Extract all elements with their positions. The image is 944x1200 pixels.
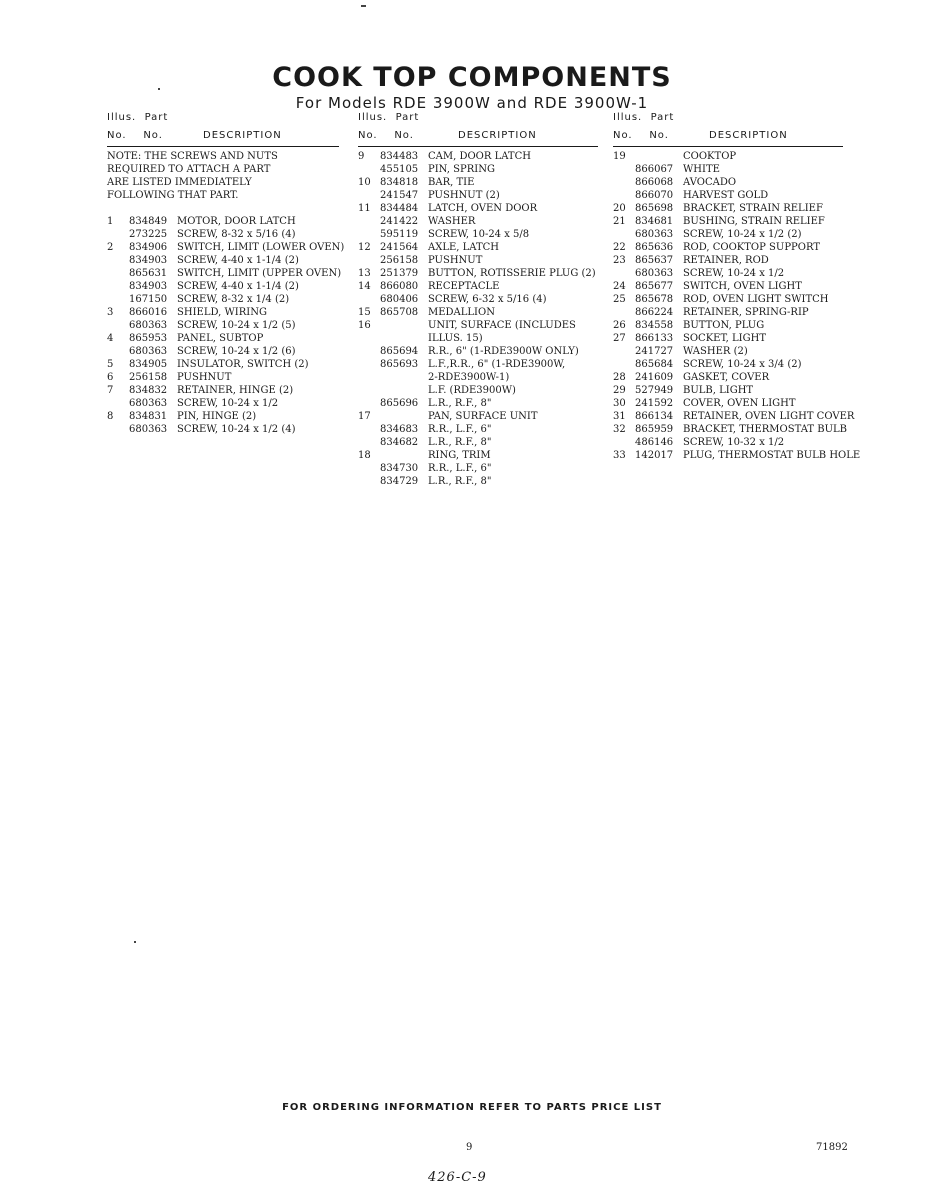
part-description: PIN, SPRING xyxy=(428,164,495,175)
note: NOTE: THE SCREWS AND NUTS REQUIRED TO ATTACH A PART ARE LISTED IMMEDIATELY FOLLOWING THAT PART. xyxy=(107,151,278,201)
column-header xyxy=(107,112,339,146)
column-header xyxy=(358,112,598,146)
illus-number: 29 xyxy=(613,385,626,396)
illus-number: 27 xyxy=(613,333,626,344)
part-number: 834831 xyxy=(129,411,168,422)
illus-number: 15 xyxy=(358,307,371,318)
illus-number: 24 xyxy=(613,281,626,292)
part-number: 834849 xyxy=(129,216,168,227)
part-number: 866080 xyxy=(380,281,419,292)
part-description: PLUG, THERMOSTAT BULB HOLE xyxy=(683,450,861,461)
part-number: 865696 xyxy=(380,398,419,409)
part-description: PUSHNUT (2) xyxy=(428,190,500,201)
part-number: 834818 xyxy=(380,177,419,188)
part-description: CAM, DOOR LATCH xyxy=(428,151,531,162)
illus-number: 28 xyxy=(613,372,626,383)
part-row xyxy=(107,332,278,345)
part-number: 834903 xyxy=(129,255,168,266)
description-label: DESCRIPTION xyxy=(458,130,537,141)
part-description: RETAINER, OVEN LIGHT COVER xyxy=(683,411,855,422)
part-description: RETAINER, HINGE (2) xyxy=(177,385,294,396)
part-number: 241592 xyxy=(635,398,674,409)
part-number: 680363 xyxy=(635,268,674,279)
part-label: Part xyxy=(650,112,675,123)
part-description: WASHER (2) xyxy=(683,346,748,357)
part-number: 834906 xyxy=(129,242,168,253)
part-label: Part xyxy=(395,112,420,123)
illus-number: 30 xyxy=(613,398,626,409)
part-number: 241727 xyxy=(635,346,674,357)
part-row xyxy=(107,254,299,267)
part-number: 834682 xyxy=(380,437,419,448)
part-description: SCREW, 10-24 x 5/8 xyxy=(428,229,530,240)
part-row xyxy=(107,267,342,280)
illus-number: 4 xyxy=(107,333,114,344)
part-description: BAR, TIE xyxy=(428,177,475,188)
part-description: R.R., L.F., 6" xyxy=(428,424,492,435)
part-number: 680406 xyxy=(380,294,419,305)
ordering-footer: FOR ORDERING INFORMATION REFER TO PARTS PRICE LIST xyxy=(282,1102,662,1113)
part-description: PAN, SURFACE UNIT xyxy=(428,411,538,422)
parts-column-2 xyxy=(358,112,598,487)
part-description: WASHER xyxy=(428,216,476,227)
page-title: COOK TOP COMPONENTS xyxy=(272,62,672,93)
part-description: SCREW, 10-24 x 1/2 (6) xyxy=(177,346,296,357)
part-row xyxy=(107,228,296,241)
part-description: L.R., R.F., 8" xyxy=(428,476,492,487)
part-description: L.F.,R.R., 6" (1-RDE3900W, xyxy=(428,359,566,370)
part-description: SCREW, 8-32 x 1/4 (2) xyxy=(177,294,290,305)
part-row xyxy=(107,306,278,319)
part-number: 251379 xyxy=(380,268,419,279)
part-number: 866134 xyxy=(635,411,674,422)
part-row xyxy=(107,293,290,306)
part-description: SWITCH, LIMIT (LOWER OVEN) xyxy=(177,242,345,253)
illus-number: 16 xyxy=(358,320,371,331)
part-label: Part xyxy=(144,112,169,123)
part-description: HARVEST GOLD xyxy=(683,190,769,201)
handwritten-code: 426-C-9 xyxy=(428,1170,487,1185)
page-number: 9 xyxy=(466,1142,473,1153)
part-description: BRACKET, STRAIN RELIEF xyxy=(683,203,823,214)
illus-number: 22 xyxy=(613,242,626,253)
illus-number: 17 xyxy=(358,411,371,422)
part-number: 865677 xyxy=(635,281,674,292)
header-rule xyxy=(613,146,843,147)
part-number: 866068 xyxy=(635,177,674,188)
part-number: 865693 xyxy=(380,359,419,370)
illus-number: 2 xyxy=(107,242,114,253)
part-number: 866016 xyxy=(129,307,168,318)
description-label: DESCRIPTION xyxy=(709,130,788,141)
part-description: RETAINER, SPRING-RIP xyxy=(683,307,809,318)
part-row xyxy=(107,215,296,228)
part-description: SOCKET, LIGHT xyxy=(683,333,766,344)
part-number: 866070 xyxy=(635,190,674,201)
part-number: 256158 xyxy=(129,372,168,383)
part-number: 486146 xyxy=(635,437,674,448)
illus-number: 31 xyxy=(613,411,626,422)
illus-number: 5 xyxy=(107,359,114,370)
part-row xyxy=(107,345,296,358)
part-description: SCREW, 10-24 x 1/2 (5) xyxy=(177,320,296,331)
illus-number: 18 xyxy=(358,450,371,461)
part-number: 142017 xyxy=(635,450,674,461)
column-header xyxy=(613,112,843,146)
scan-speck xyxy=(361,5,366,7)
part-number: 241547 xyxy=(380,190,419,201)
part-description: SCREW, 10-24 x 1/2 xyxy=(683,268,785,279)
illus-number: 20 xyxy=(613,203,626,214)
part-description: INSULATOR, SWITCH (2) xyxy=(177,359,309,370)
part-number: 865708 xyxy=(380,307,419,318)
scan-speck xyxy=(134,941,136,943)
illus-number: 32 xyxy=(613,424,626,435)
parts-column-1 xyxy=(107,112,345,435)
part-number: 865953 xyxy=(129,333,168,344)
part-number: 680363 xyxy=(129,320,168,331)
part-number: 167150 xyxy=(129,294,168,305)
part-description: PUSHNUT xyxy=(428,255,483,266)
part-description: ROD, COOKTOP SUPPORT xyxy=(683,242,820,253)
part-row xyxy=(107,371,278,384)
part-description: BRACKET, THERMOSTAT BULB xyxy=(683,424,847,435)
part-description: COVER, OVEN LIGHT xyxy=(683,398,796,409)
part-number: 834683 xyxy=(380,424,419,435)
part-number: 834483 xyxy=(380,151,419,162)
part-number: 241609 xyxy=(635,372,674,383)
part-description: MEDALLION xyxy=(428,307,495,318)
part-description: BUTTON, PLUG xyxy=(683,320,765,331)
part-number: 834905 xyxy=(129,359,168,370)
no-label: No. xyxy=(358,130,378,141)
part-description: SWITCH, OVEN LIGHT xyxy=(683,281,802,292)
illus-number: 33 xyxy=(613,450,626,461)
part-description: PANEL, SUBTOP xyxy=(177,333,264,344)
part-description: SCREW, 10-32 x 1/2 xyxy=(683,437,785,448)
illus-number: 8 xyxy=(107,411,114,422)
part-row xyxy=(107,397,278,410)
illus-number: 10 xyxy=(358,177,371,188)
no-label: No. xyxy=(649,130,669,141)
part-description: SCREW, 6-32 x 5/16 (4) xyxy=(428,294,547,305)
part-description: 2-RDE3900W-1) xyxy=(428,372,510,383)
part-number: 273225 xyxy=(129,229,168,240)
part-description: R.R., 6" (1-RDE3900W ONLY) xyxy=(428,346,579,357)
illus-number: 3 xyxy=(107,307,114,318)
part-description: R.R., L.F., 6" xyxy=(428,463,492,474)
part-description: LATCH, OVEN DOOR xyxy=(428,203,538,214)
part-number: 865698 xyxy=(635,203,674,214)
illus-number: 11 xyxy=(358,203,371,214)
illus-number: 1 xyxy=(107,216,114,227)
part-description: WHITE xyxy=(683,164,720,175)
part-number: 834681 xyxy=(635,216,674,227)
part-description: L.F. (RDE3900W) xyxy=(428,385,516,396)
part-description: MOTOR, DOOR LATCH xyxy=(177,216,296,227)
no-label: No. xyxy=(107,130,127,141)
part-number: 680363 xyxy=(129,346,168,357)
part-description: L.R., R.F., 8" xyxy=(428,437,492,448)
part-number: 865637 xyxy=(635,255,674,266)
part-description: ILLUS. 15) xyxy=(428,333,483,344)
part-number: 865631 xyxy=(129,268,168,279)
part-description: SCREW, 10-24 x 3/4 (2) xyxy=(683,359,802,370)
part-description: SCREW, 10-24 x 1/2 (4) xyxy=(177,424,296,435)
illus-number: 23 xyxy=(613,255,626,266)
illus-number: 25 xyxy=(613,294,626,305)
part-number: 241422 xyxy=(380,216,419,227)
part-row xyxy=(107,241,345,254)
document-code: 71892 xyxy=(816,1142,848,1153)
part-description: SCREW, 8-32 x 5/16 (4) xyxy=(177,229,296,240)
part-description: AXLE, LATCH xyxy=(428,242,499,253)
part-number: 455105 xyxy=(380,164,419,175)
illus-number: 12 xyxy=(358,242,371,253)
part-description: RECEPTACLE xyxy=(428,281,500,292)
page-subtitle: For Models RDE 3900W and RDE 3900W-1 xyxy=(295,94,649,112)
no-label: No. xyxy=(394,130,414,141)
part-row xyxy=(107,384,294,397)
parts-column-3 xyxy=(613,112,861,461)
part-description: SCREW, 10-24 x 1/2 xyxy=(177,398,279,409)
part-description: UNIT, SURFACE (INCLUDES xyxy=(428,320,576,331)
part-number: 527949 xyxy=(635,385,674,396)
part-number: 256158 xyxy=(380,255,419,266)
illus-number: 13 xyxy=(358,268,371,279)
part-number: 834558 xyxy=(635,320,674,331)
description-label: DESCRIPTION xyxy=(203,130,282,141)
part-number: 865684 xyxy=(635,359,674,370)
part-number: 866067 xyxy=(635,164,674,175)
part-row xyxy=(107,423,296,436)
part-number: 680363 xyxy=(129,398,168,409)
illus-number: 26 xyxy=(613,320,626,331)
part-number: 865959 xyxy=(635,424,674,435)
part-number: 865678 xyxy=(635,294,674,305)
illus-number: 14 xyxy=(358,281,371,292)
header-rule xyxy=(358,146,598,147)
part-number: 680363 xyxy=(635,229,674,240)
part-description: AVOCADO xyxy=(683,177,737,188)
part-number: 680363 xyxy=(129,424,168,435)
part-description: SWITCH, LIMIT (UPPER OVEN) xyxy=(177,268,342,279)
part-description: L.R., R.F., 8" xyxy=(428,398,492,409)
part-number: 834729 xyxy=(380,476,419,487)
illus-number: 9 xyxy=(358,151,365,162)
illus-number: 7 xyxy=(107,385,114,396)
part-description: RETAINER, ROD xyxy=(683,255,769,266)
part-description: COOKTOP xyxy=(683,151,737,162)
part-description: SHIELD, WIRING xyxy=(177,307,267,318)
part-number: 865636 xyxy=(635,242,674,253)
part-number: 241564 xyxy=(380,242,419,253)
part-row xyxy=(107,358,309,371)
part-description: BUSHING, STRAIN RELIEF xyxy=(683,216,825,227)
illus-label: Illus. xyxy=(358,112,388,123)
part-number: 865694 xyxy=(380,346,419,357)
part-description: SCREW, 4-40 x 1-1/4 (2) xyxy=(177,255,299,266)
no-label: No. xyxy=(143,130,163,141)
part-description: PIN, HINGE (2) xyxy=(177,411,257,422)
part-description: GASKET, COVER xyxy=(683,372,770,383)
part-description: ROD, OVEN LIGHT SWITCH xyxy=(683,294,829,305)
part-row xyxy=(107,319,296,332)
part-description: SCREW, 4-40 x 1-1/4 (2) xyxy=(177,281,299,292)
no-label: No. xyxy=(613,130,633,141)
part-number: 834730 xyxy=(380,463,419,474)
illus-label: Illus. xyxy=(107,112,137,123)
part-number: 834832 xyxy=(129,385,168,396)
part-description: RING, TRIM xyxy=(428,450,491,461)
part-description: BULB, LIGHT xyxy=(683,385,754,396)
part-number: 834484 xyxy=(380,203,419,214)
part-description: SCREW, 10-24 x 1/2 (2) xyxy=(683,229,802,240)
part-number: 866133 xyxy=(635,333,674,344)
part-description: PUSHNUT xyxy=(177,372,232,383)
part-number: 834903 xyxy=(129,281,168,292)
header-rule xyxy=(107,146,339,147)
illus-number: 6 xyxy=(107,372,114,383)
illus-label: Illus. xyxy=(613,112,643,123)
illus-number: 19 xyxy=(613,151,626,162)
part-description: BUTTON, ROTISSERIE PLUG (2) xyxy=(428,268,596,279)
part-number: 595119 xyxy=(380,229,419,240)
part-row xyxy=(107,410,278,423)
illus-number: 21 xyxy=(613,216,626,227)
part-row xyxy=(107,280,299,293)
part-number: 866224 xyxy=(635,307,674,318)
